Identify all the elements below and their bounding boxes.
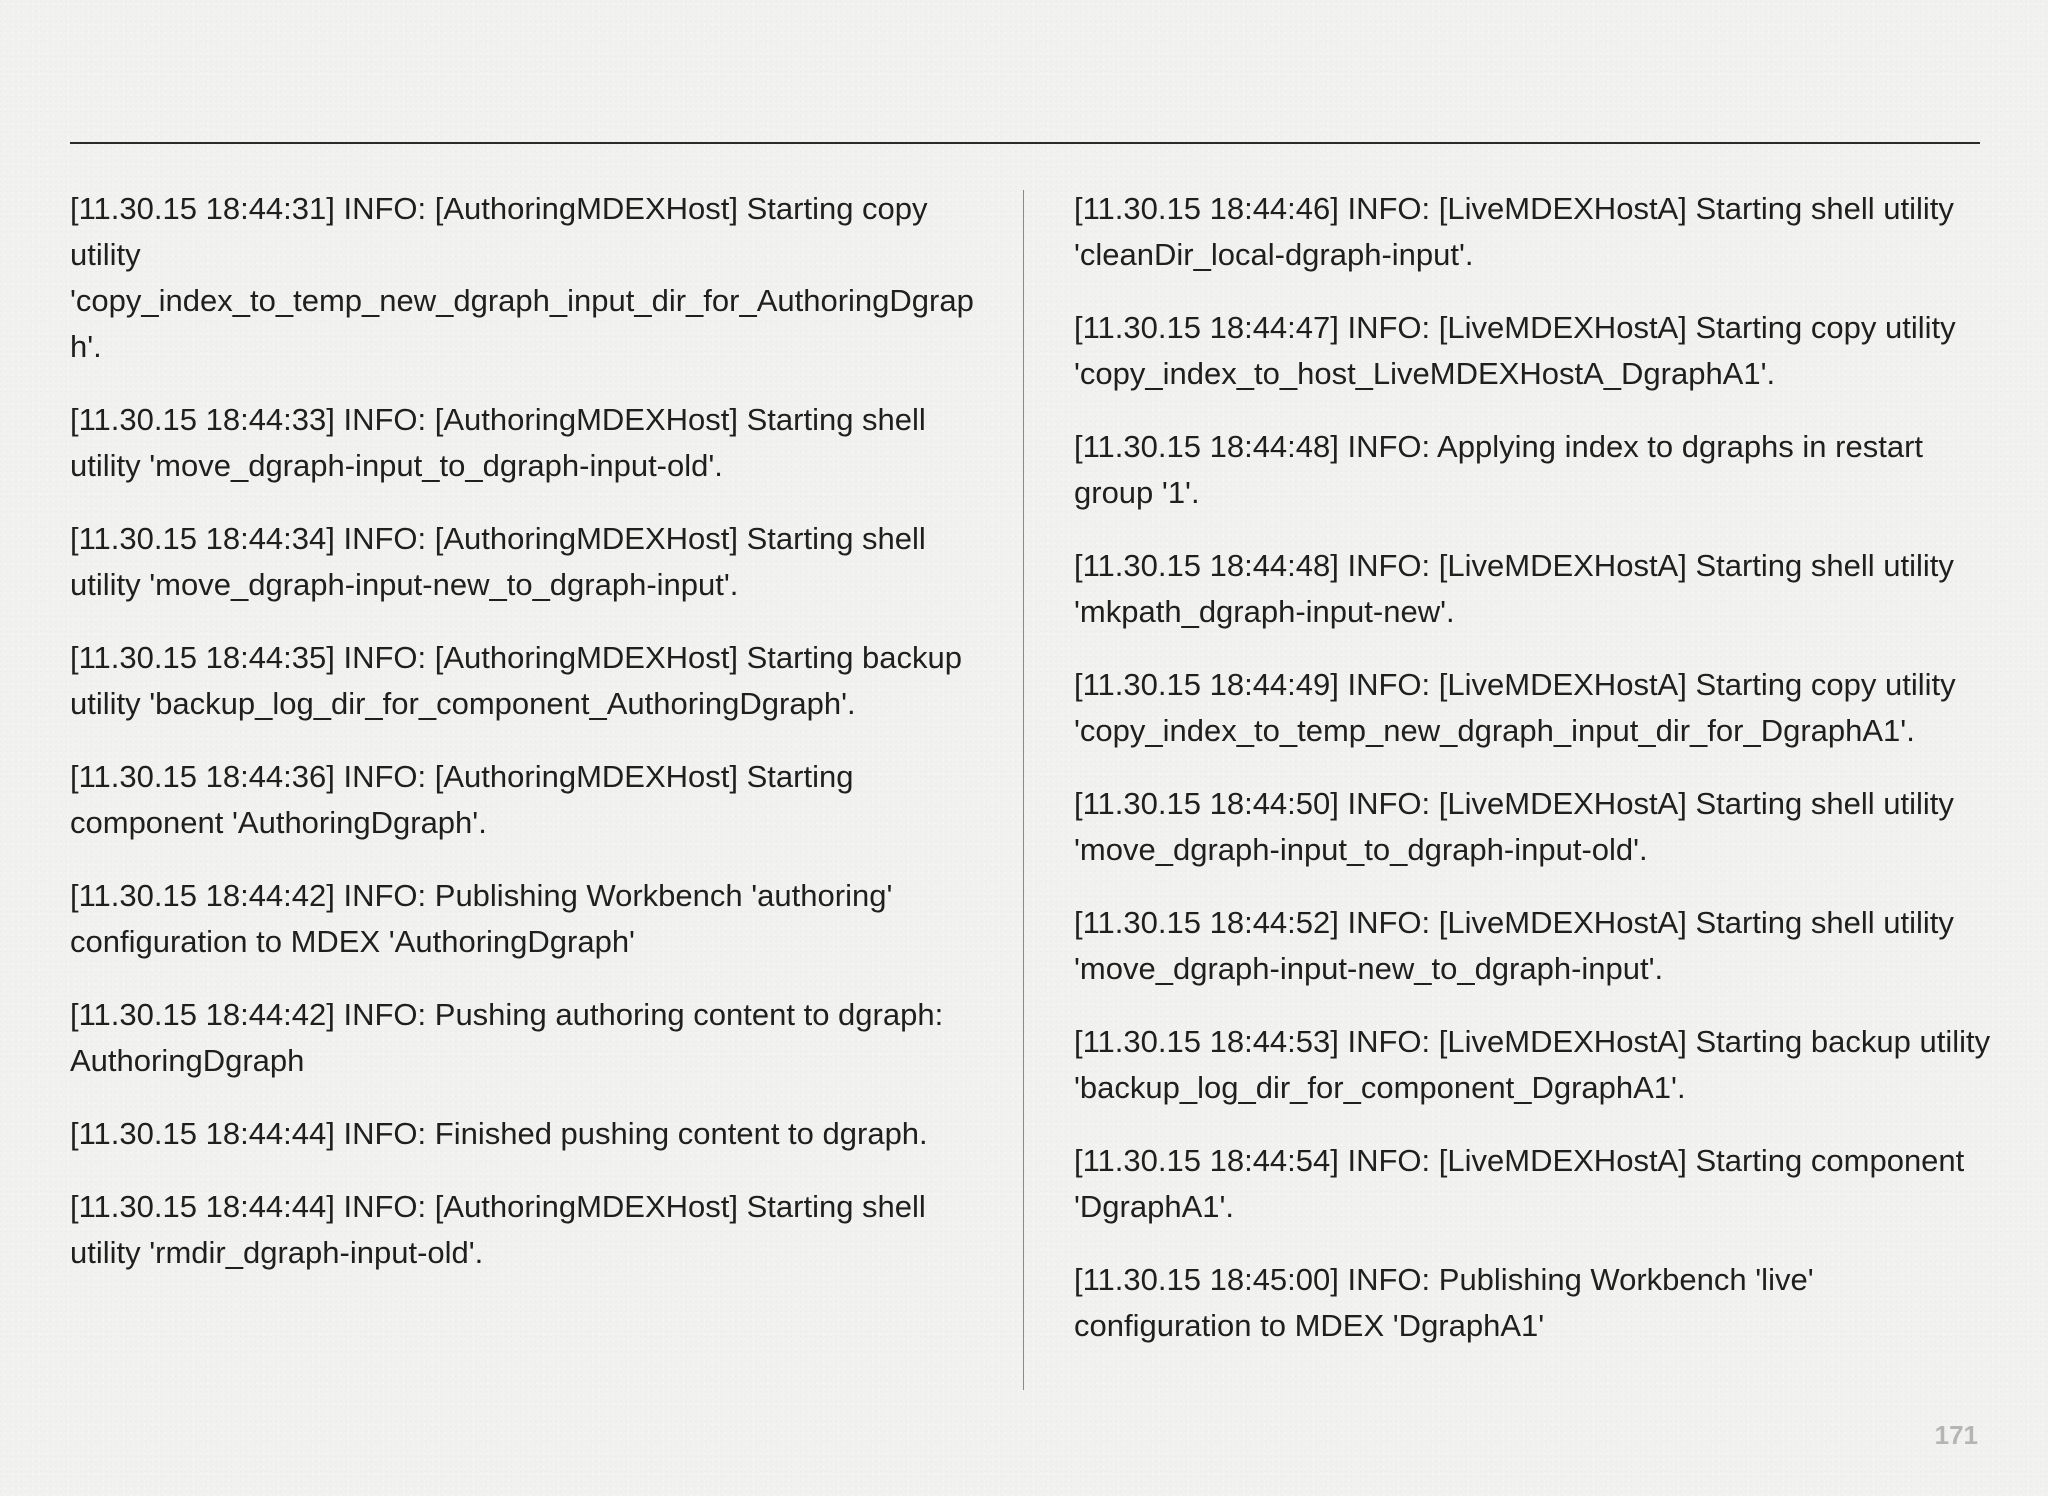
log-entry: [11.30.15 18:44:54] INFO: [LiveMDEXHostA] Starting component 'DgraphA1'. xyxy=(1074,1143,1965,1224)
log-entry: [11.30.15 18:44:44] INFO: [AuthoringMDEXHost] Starting shell utility 'rmdir_dgraph-input-old'. xyxy=(70,1189,926,1270)
top-rule xyxy=(70,142,1980,144)
log-entry: [11.30.15 18:44:48] INFO: [LiveMDEXHostA] Starting shell utility 'mkpath_dgraph-input-new'. xyxy=(1074,548,1954,629)
log-entry: [11.30.15 18:44:48] INFO: Applying index to dgraphs in restart group '1'. xyxy=(1074,429,1924,510)
log-entry: [11.30.15 18:45:00] INFO: Publishing Workbench 'live' configuration to MDEX 'DgraphA1' xyxy=(1074,1262,1814,1343)
log-entry: [11.30.15 18:44:42] INFO: Publishing Workbench 'authoring' configuration to MDEX 'AuthoringDgraph' xyxy=(70,878,893,959)
log-entry: [11.30.15 18:44:31] INFO: [AuthoringMDEXHost] Starting copy utility 'copy_index_to_temp_new_dgraph_input_dir_for_AuthoringDgraph'. xyxy=(70,191,974,364)
column-divider xyxy=(1023,190,1024,1390)
log-entry: [11.30.15 18:44:34] INFO: [AuthoringMDEXHost] Starting shell utility 'move_dgraph-input-new_to_dgraph-input'. xyxy=(70,521,926,602)
log-entry: [11.30.15 18:44:47] INFO: [LiveMDEXHostA] Starting copy utility 'copy_index_to_host_LiveMDEXHostA_DgraphA1'. xyxy=(1074,310,1956,391)
log-column-left xyxy=(70,186,990,1303)
log-entry: [11.30.15 18:44:46] INFO: [LiveMDEXHostA] Starting shell utility 'cleanDir_local-dgraph-input'. xyxy=(1074,191,1954,272)
log-entry: [11.30.15 18:44:49] INFO: [LiveMDEXHostA] Starting copy utility 'copy_index_to_temp_new_dgraph_input_dir_for_DgraphA1'. xyxy=(1074,667,1956,748)
log-entry: [11.30.15 18:44:52] INFO: [LiveMDEXHostA] Starting shell utility 'move_dgraph-input-new_to_dgraph-input'. xyxy=(1074,905,1954,986)
log-entry: [11.30.15 18:44:44] INFO: Finished pushing content to dgraph. xyxy=(70,1116,928,1151)
log-entry: [11.30.15 18:44:53] INFO: [LiveMDEXHostA] Starting backup utility 'backup_log_dir_for_component_DgraphA1'. xyxy=(1074,1024,1991,1105)
log-entry: [11.30.15 18:44:36] INFO: [AuthoringMDEXHost] Starting component 'AuthoringDgraph'. xyxy=(70,759,854,840)
log-entry: [11.30.15 18:44:50] INFO: [LiveMDEXHostA] Starting shell utility 'move_dgraph-input_to_dgraph-input-old'. xyxy=(1074,786,1954,867)
log-entry: [11.30.15 18:44:35] INFO: [AuthoringMDEXHost] Starting backup utility 'backup_log_dir_for_component_AuthoringDgraph'. xyxy=(70,640,963,721)
log-entry: [11.30.15 18:44:42] INFO: Pushing authoring content to dgraph: AuthoringDgraph xyxy=(70,997,944,1078)
log-entry: [11.30.15 18:44:33] INFO: [AuthoringMDEXHost] Starting shell utility 'move_dgraph-input_to_dgraph-input-old'. xyxy=(70,402,926,483)
log-column-right xyxy=(1074,186,1994,1376)
page-number: 171 xyxy=(1934,1420,1978,1450)
